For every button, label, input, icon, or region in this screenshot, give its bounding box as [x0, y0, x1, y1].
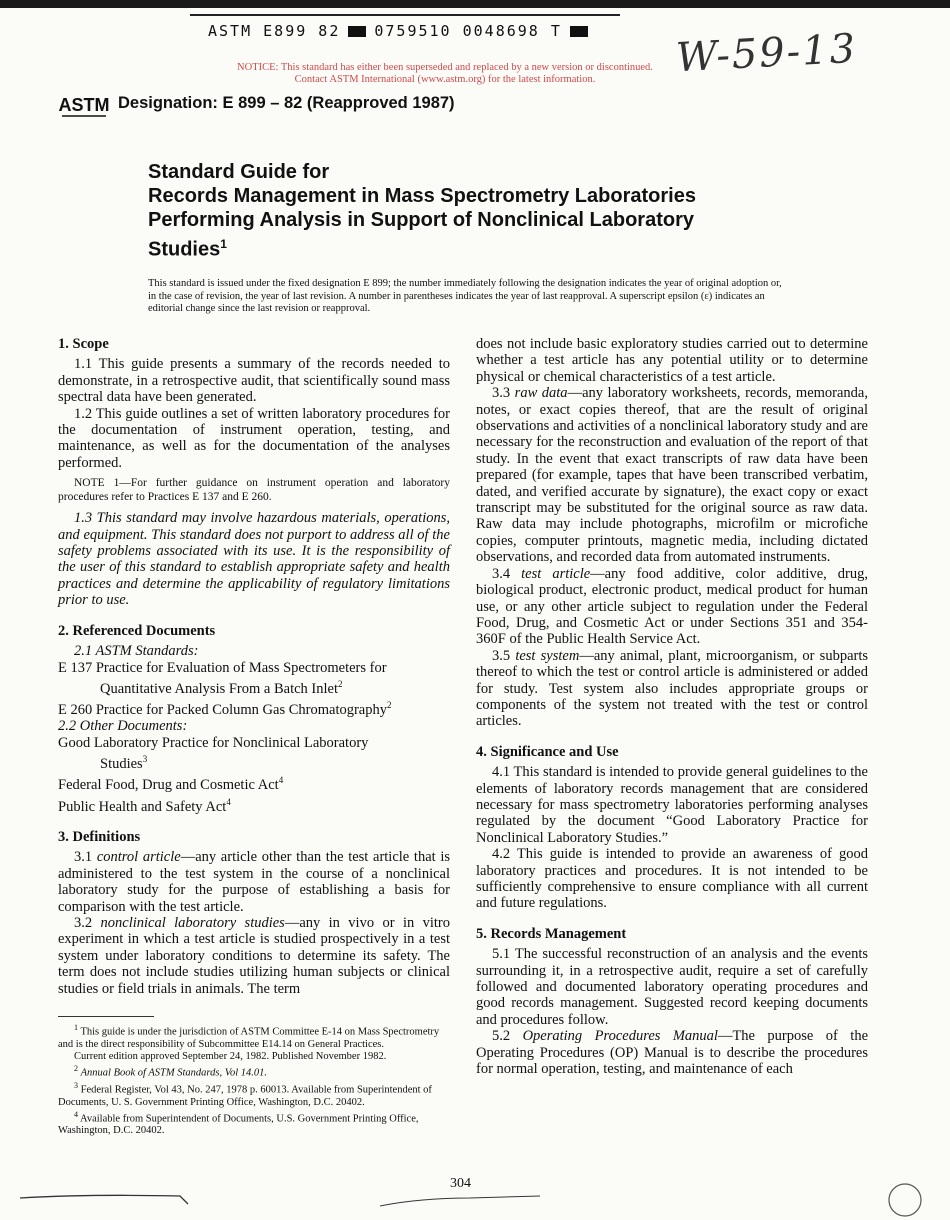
paragraph-4-1: 4.1 This standard is intended to provide general guidelines to the elements of laboratory records management that are considered necessary for mass spectrometry laboratories performing analyses regulated by the document “Good Laboratory Practice for Nonclinical Laboratory Studies.”: [476, 764, 868, 846]
black-block-mark: [570, 26, 588, 37]
footnote-2: $^2$ Annual Book of ASTM Standards, Vol 14.01.: [74, 1064, 267, 1079]
title-line-2: Records Management in Mass Spectrometry Laboratories: [148, 185, 696, 207]
section-heading-records: 5. Records Management: [476, 925, 627, 942]
section-heading-references: 2. Referenced Documents: [58, 622, 216, 639]
ref-glp: Good Laboratory Practice for Nonclinical Laboratory: [58, 734, 369, 751]
paragraph-1-1: 1.1 This guide presents a summary of the records needed to demonstrate, in a retrospective audit, that scientifically sound mass spectral data have been generated.: [58, 356, 450, 406]
handwritten-annotation: W-59-13: [674, 25, 859, 82]
other-documents-label: 2.2 Other Documents:: [58, 718, 188, 735]
black-block-mark: [348, 26, 366, 37]
definition-3-2: 3.2 nonclinical laboratory studies—any in vivo or in vitro experiment in which a test article is studied prospectively in a test system under laboratory conditions to determine its safety. The term does not include studies utilizing human subjects or clinical studies or field trials in animals. The term: [58, 914, 450, 997]
footnote-1: $^1$ This guide is under the jurisdiction of ASTM Committee E-14 on Mass Spectrometry and is the direct responsibility of Subcommittee E14.14 on General Practices.: [58, 1023, 440, 1050]
notice-line-1: NOTICE: This standard has either been superseded and replaced by a new version or discontinued.: [237, 62, 653, 73]
footnotes: [58, 1022, 450, 1138]
ref-fda: Federal Food, Drug and Cosmetic Act$^4$: [58, 775, 284, 794]
scan-edge-strip: [0, 0, 950, 8]
scan-artifacts: [0, 1160, 950, 1220]
header-catalog-code: [208, 22, 596, 40]
paragraph-5-1: 5.1 The successful reconstruction of an analysis and the events surrounding it, in a retrospective audit, require a set of carefully followed and documented laboratory operating procedures and good records management. Suggested record keeping documents and procedures follow.: [476, 946, 868, 1028]
header-rule: [190, 14, 620, 16]
footnote-3: $^3$ Federal Register, Vol 43, No. 247, 1978 p. 60013. Available from Superintendent of Documents, U. S. Government Printing Office, Washington, D.C. 20402.: [58, 1080, 432, 1108]
left-column: [58, 336, 450, 997]
paragraph-1-2: 1.2 This guide outlines a set of written laboratory procedures for the documentation of instrument operation, testing, and maintenance, as well as for the documentation of the analyses performed.: [58, 405, 450, 471]
paragraph-4-2: 4.2 This guide is intended to provide an awareness of good laboratory practices and procedures. It is not intended to be sufficiently comprehensive to ensure compliance with all current and future regulations.: [476, 846, 868, 912]
document-title: [148, 160, 788, 262]
title-footnote-mark: 1: [220, 237, 227, 251]
header-code-left: ASTM E899 82: [208, 22, 341, 40]
ref-e260: E 260 Practice for Packed Column Gas Chromatography$^2$: [58, 700, 392, 718]
footnote-1-edition: Current edition approved September 24, 1982. Published November 1982.: [74, 1050, 387, 1062]
title-line-3: Performing Analysis in Support of Nonclinical Laboratory: [148, 209, 694, 231]
ref-e137: E 137 Practice for Evaluation of Mass Spectrometers for: [58, 659, 387, 676]
definition-3-4: 3.4 test article—any food additive, color additive, drug, biological product, electronic product, medical product for human use, or any other article subject to regulation under the Federal Food, Drug, and Cosmetic Act or under Sections 351 and 354-360F of the Public Health Service Act.: [476, 565, 868, 648]
header-code-right: 0759510 0048698 T: [374, 22, 562, 40]
note-1: NOTE 1—For further guidance on instrument operation and laboratory procedures refer to Practices E 137 and E 260.: [58, 477, 450, 503]
ref-glp-cont: Studies$^3$: [100, 754, 148, 773]
astm-logo-text: ASTM: [58, 95, 110, 115]
definition-3-1: 3.1 control article—any article other than the test article that is administered to the test system in the course of a nonclinical laboratory study for the purpose of establishing a basis for comparison with the test article.: [58, 849, 451, 915]
section-heading-definitions: 3. Definitions: [58, 828, 141, 845]
page-number: 304: [450, 1176, 471, 1191]
definition-3-3: 3.3 raw data—any laboratory worksheets, records, memoranda, notes, or exact copies thereof, that are the result of original observations and activities of a nonclinical laboratory study and are necessary for the reconstruction and evaluation of the report of that study. In the event that exact transcripts of raw data have been prepared (for example, tapes that have been transcribed verbatim, dated, and verified accurate by signature), the exact copy or exact transcript may be substituted for the original source as raw data. Raw data may include photographs, microfilm or microfiche copies, computer printouts, magnetic media, including dictated observations, and recorded data from automated instruments.: [476, 385, 868, 566]
supersede-notice: [190, 62, 700, 86]
definition-3-2-cont: does not include basic exploratory studies carried out to determine whether a test article has any potential utility or to determine physical or chemical characteristics of a test article.: [476, 336, 868, 385]
astm-standards-label: 2.1 ASTM Standards:: [74, 643, 199, 660]
section-heading-scope: 1. Scope: [58, 336, 109, 352]
ref-e137-cont: Quantitative Analysis From a Batch Inlet$^2$: [100, 678, 343, 697]
right-column: [476, 336, 868, 1077]
designation-line: Designation: E 899 – 82 (Reapproved 1987): [118, 94, 455, 112]
footnote-rule: [58, 1016, 154, 1017]
ref-pha: Public Health and Safety Act$^4$: [58, 796, 231, 815]
definition-3-5: 3.5 test system—any animal, plant, microorganism, or subparts thereof to which the test or control article is administered or added for study. Test system also includes appropriate groups or components of the system not treated with the test or control articles.: [476, 647, 869, 730]
footnote-4: $^4$ Available from Superintendent of Documents, U.S. Government Printing Office, Washington, D.C. 20402.: [58, 1109, 419, 1137]
astm-logo-icon: [58, 80, 110, 126]
issuance-statement: This standard is issued under the fixed designation E 899; the number immediately following the designation indicates the year of original adoption or, in the case of revision, the year of last revision. A number in parentheses indicates the year of last reapproval. A superscript epsilon (ε) indicates an editorial change since the last revision or reapproval.: [148, 278, 782, 314]
title-line-4: Studies$^1$: [148, 237, 227, 261]
notice-line-2: Contact ASTM International (www.astm.org) for the latest information.: [294, 74, 596, 85]
paragraph-5-2: 5.2 Operating Procedures Manual—The purpose of the Operating Procedures (OP) Manual is to describe the procedures for normal operation, testing, and maintenance of each: [476, 1028, 869, 1078]
title-line-1: Standard Guide for: [148, 161, 330, 183]
section-heading-significance: 4. Significance and Use: [476, 743, 619, 760]
paragraph-1-3: 1.3 This standard may involve hazardous materials, operations, and equipment. This standard does not purport to address all of the safety problems associated with its use. It is the responsibility of the user of this standard to establish appropriate safety and health practices and determine the applicability of regulatory limitations prior to use.: [58, 510, 450, 609]
